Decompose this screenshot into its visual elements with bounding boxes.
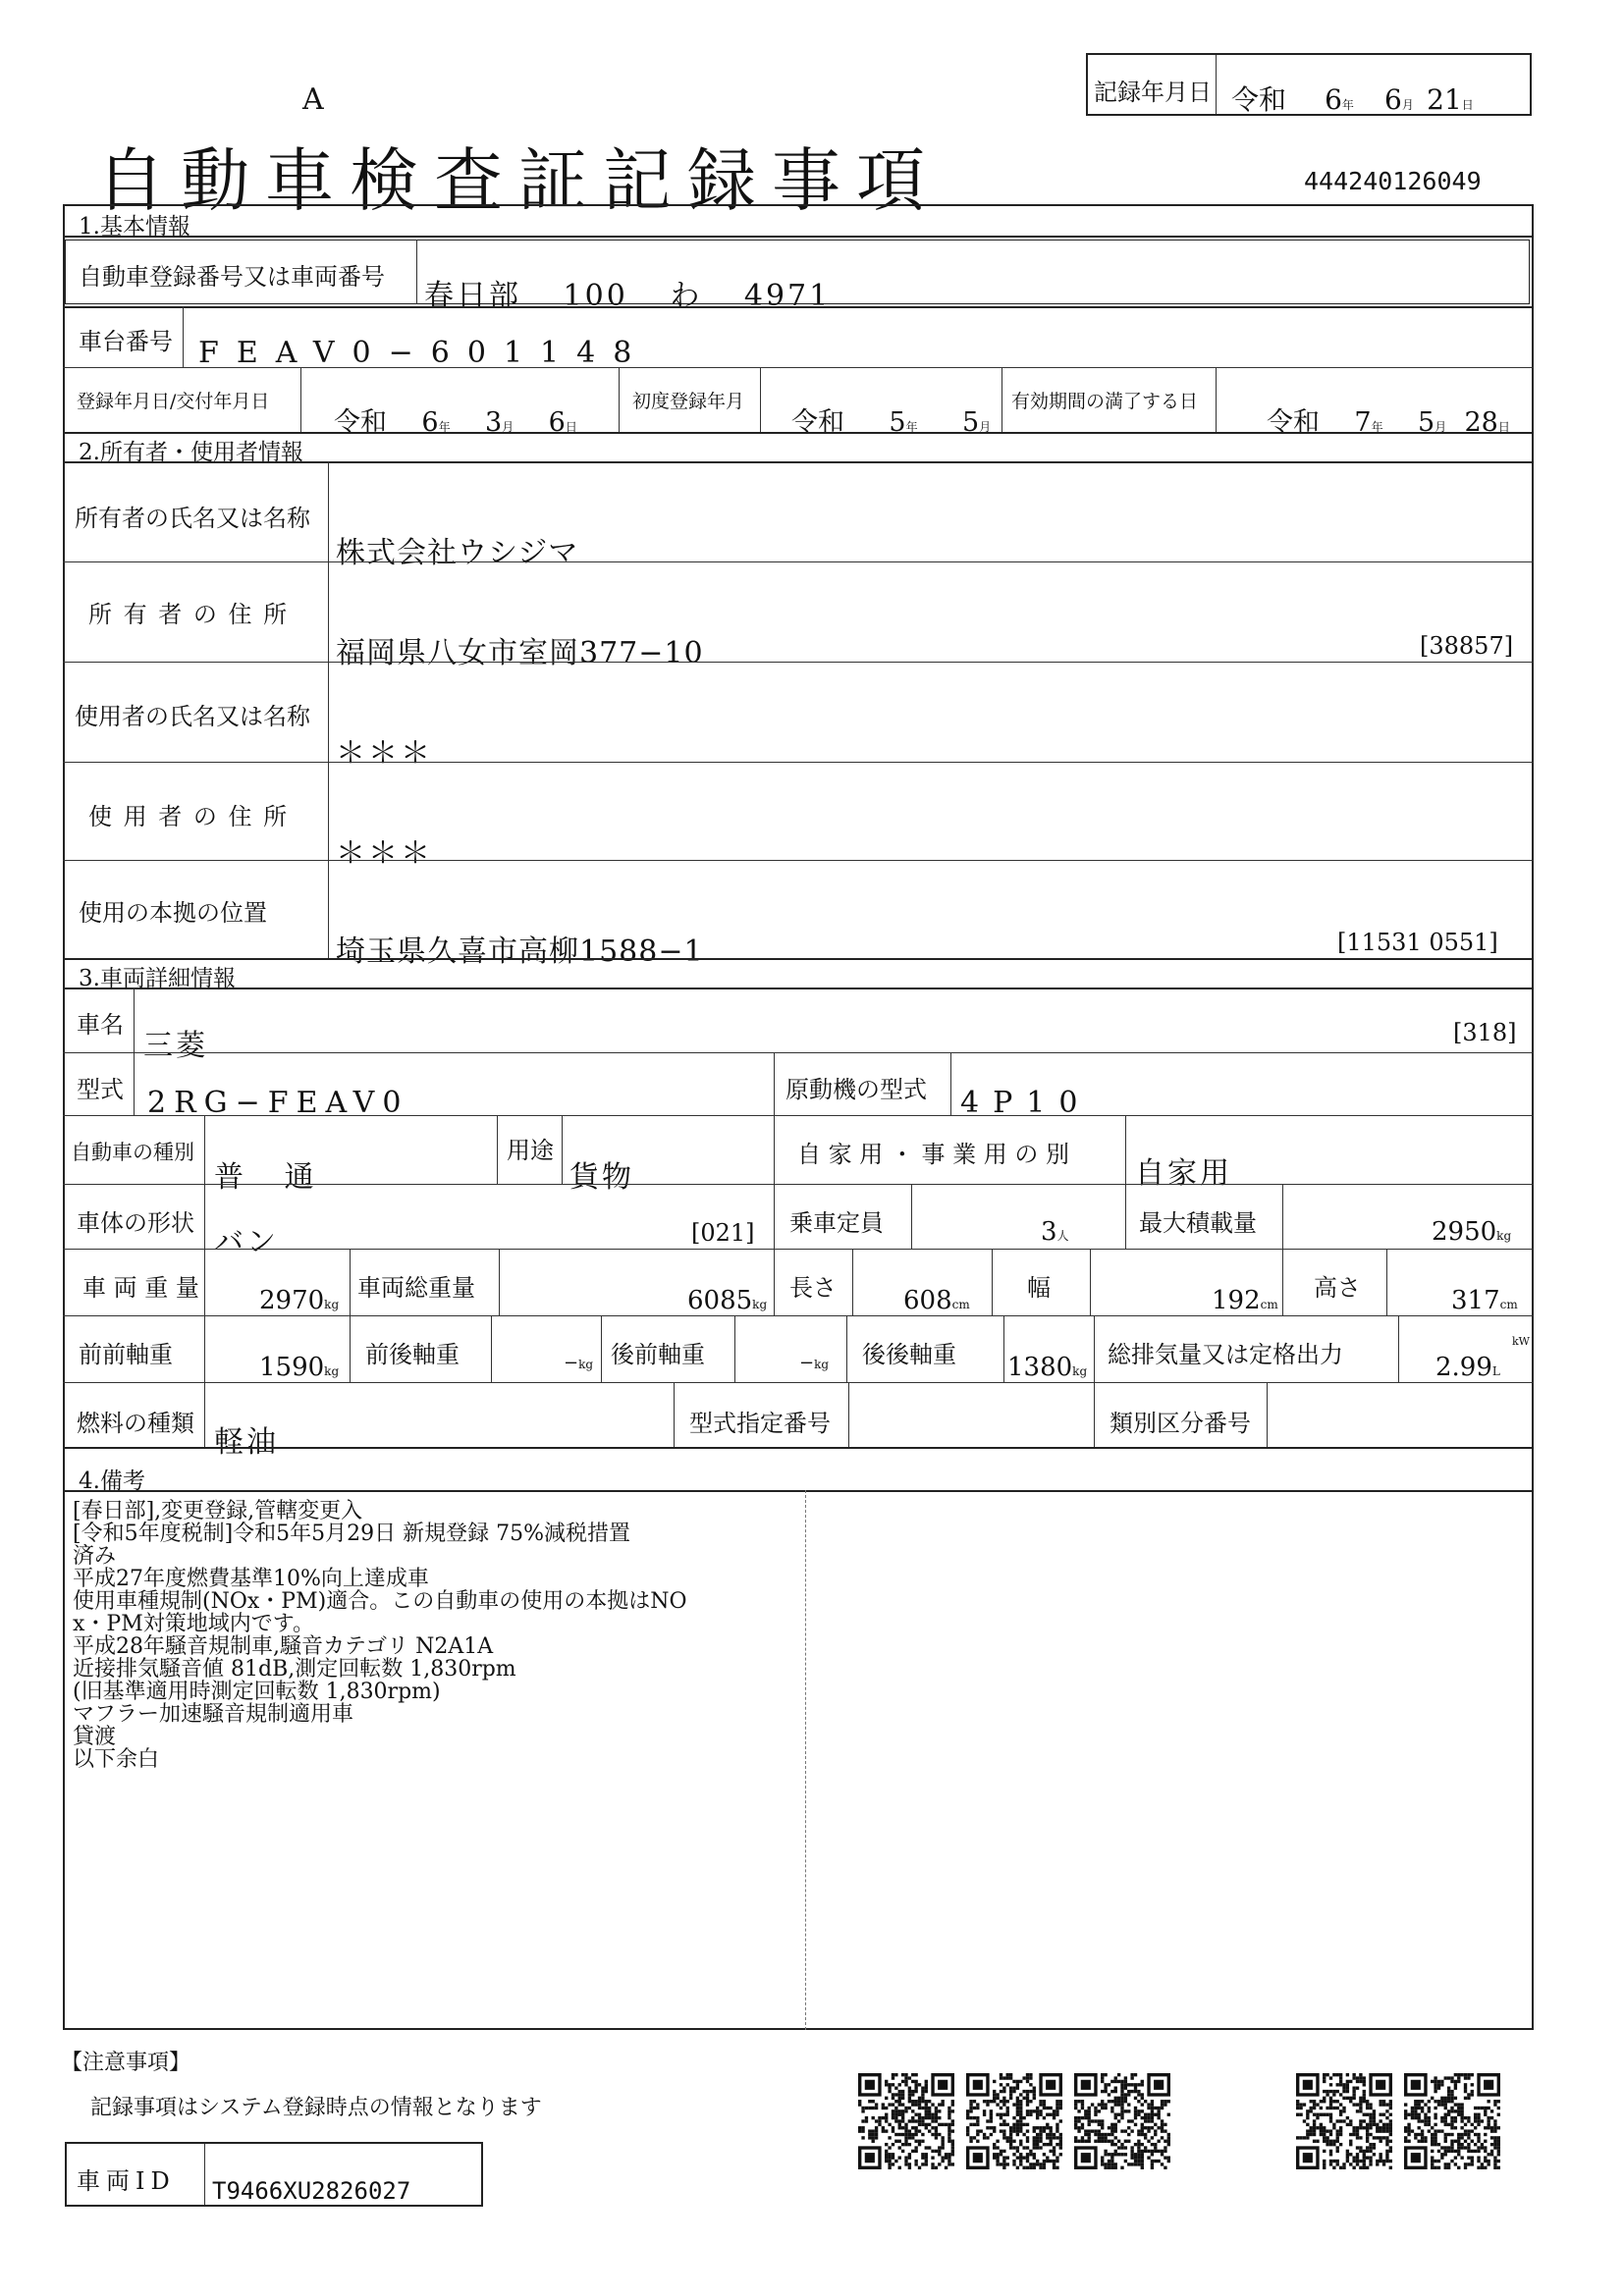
section-owner-title: 2.所有者・使用者情報 <box>79 440 303 465</box>
class-number-label: 類別区分番号 <box>1110 1410 1251 1437</box>
base-location-code: [11531 0551] <box>1337 929 1498 956</box>
owner-address-value: 福岡県八女市室岡377−10 <box>336 636 704 670</box>
page-title: 自動車検査証記録事項 <box>96 140 941 221</box>
qr-code-4 <box>1296 2073 1392 2169</box>
fuel-type-value: 軽油 <box>214 1425 279 1460</box>
reg-date-label: 登録年月日/交付年月日 <box>77 391 270 412</box>
rear-front-axle-label: 後前軸重 <box>611 1341 705 1368</box>
user-name-value: ＊＊＊ <box>336 736 433 771</box>
remark-line: マフラー加速騒音規制適用車 <box>73 1702 354 1727</box>
remark-line: 以下余白 <box>73 1747 160 1772</box>
form-letter: A <box>302 82 324 117</box>
reg-number-label: 自動車登録番号又は車両番号 <box>79 263 385 291</box>
displacement-label: 総排気量又は定格出力 <box>1108 1341 1343 1368</box>
body-shape-value: バン <box>214 1225 279 1259</box>
length-value: 608cm <box>903 1286 970 1315</box>
chassis-label: 車台番号 <box>79 328 173 355</box>
type-approval-label: 型式指定番号 <box>689 1410 831 1437</box>
expiry-label: 有効期間の満了する日 <box>1011 391 1199 412</box>
vehicle-weight-label: 車 両 重 量 <box>82 1274 199 1302</box>
engine-model-value: 4P10 <box>960 1086 1092 1120</box>
fuel-type-label: 燃料の種類 <box>77 1410 194 1437</box>
model-value: 2RG−FEAV0 <box>147 1086 409 1120</box>
reg-date-value: 令和 6年 3月 6日 <box>334 407 577 438</box>
remark-line: [令和5年度税制]令和5年5月29日 新規登録 75%減税措置 <box>73 1522 631 1546</box>
rear-rear-axle-label: 後後軸重 <box>862 1341 956 1368</box>
make-label: 車名 <box>77 1011 124 1039</box>
remark-line: 平成27年度燃費基準10%向上達成車 <box>73 1567 429 1591</box>
remark-line: (旧基準適用時測定回転数 1,830rpm) <box>73 1680 441 1704</box>
remark-line: [春日部],変更登録,管轄変更入 <box>73 1499 363 1523</box>
user-address-value: ＊＊＊ <box>336 836 433 871</box>
owner-address-code: [38857] <box>1420 632 1514 660</box>
gross-weight-value: 6085kg <box>687 1286 768 1315</box>
notice-text: 記録事項はシステム登録時点の情報となります <box>90 2096 542 2120</box>
capacity-label: 乗車定員 <box>789 1209 884 1237</box>
gross-weight-label: 車両総重量 <box>357 1274 475 1302</box>
qr-code-1 <box>858 2073 954 2169</box>
height-label: 高さ <box>1314 1274 1361 1302</box>
remarks-divider <box>805 1490 806 2030</box>
width-label: 幅 <box>1027 1274 1051 1302</box>
record-date-label: 記録年月日 <box>1094 79 1212 106</box>
owner-name-value: 株式会社ウシジマ <box>336 536 579 570</box>
make-value: 三菱 <box>143 1029 208 1063</box>
vehicle-id-value: T9466XU2826027 <box>212 2177 411 2205</box>
length-label: 長さ <box>789 1274 837 1302</box>
first-reg-value: 令和 5年 5月 <box>791 407 992 438</box>
expiry-value: 令和 7年 5月 28日 <box>1267 407 1510 438</box>
private-business-value: 自家用 <box>1135 1156 1232 1191</box>
owner-name-label: 所有者の氏名又は名称 <box>75 505 310 532</box>
rear-rear-axle-value: 1380kg <box>1007 1353 1088 1382</box>
displacement-unit-kw: kW <box>1512 1335 1530 1348</box>
max-load-label: 最大積載量 <box>1139 1209 1257 1237</box>
remark-line: 平成28年騒音規制車,騒音カテゴリ N2A1A <box>73 1634 494 1659</box>
remark-line: x・PM対策地域内です。 <box>73 1612 314 1636</box>
record-date-value: 令和 6年 6月 21日 <box>1231 83 1474 116</box>
capacity-value: 3人 <box>1041 1217 1069 1247</box>
front-front-axle-label: 前前軸重 <box>79 1341 173 1368</box>
remark-line: 済み <box>73 1544 117 1569</box>
front-rear-axle-value: −kg <box>564 1353 594 1373</box>
use-label: 用途 <box>507 1137 554 1164</box>
rear-front-axle-value: −kg <box>799 1353 830 1373</box>
displacement-value: 2.99L <box>1435 1353 1500 1382</box>
private-business-label: 自 家 用 ・ 事 業 用 の 別 <box>797 1141 1070 1168</box>
remarks-text <box>73 1500 799 1771</box>
document-number: 444240126049 <box>1304 167 1482 195</box>
vehicle-id-label: 車両ID <box>77 2167 176 2195</box>
use-value: 貨物 <box>569 1160 634 1195</box>
chassis-value: FEAV0−601148 <box>198 336 650 370</box>
section-vehicle-title: 3.車両詳細情報 <box>79 966 236 991</box>
remark-line: 使用車種規制(NOx・PM)適合。この自動車の使用の本拠はNO <box>73 1589 687 1614</box>
first-reg-label: 初度登録年月 <box>632 391 745 412</box>
vehicle-type-value: 普 通 <box>214 1160 317 1195</box>
qr-code-5 <box>1404 2073 1500 2169</box>
body-shape-code: [021] <box>691 1219 755 1247</box>
owner-address-label: 所 有 者 の 住 所 <box>88 601 290 628</box>
user-address-label: 使 用 者 の 住 所 <box>88 803 290 830</box>
remark-line: 近接排気騒音値 81dB,測定回転数 1,830rpm <box>73 1657 516 1682</box>
remark-line: 貸渡 <box>73 1725 117 1749</box>
max-load-value: 2950kg <box>1432 1217 1512 1247</box>
front-front-axle-value: 1590kg <box>259 1353 340 1382</box>
make-code: [318] <box>1453 1019 1517 1046</box>
qr-code-2 <box>966 2073 1062 2169</box>
vehicle-type-label: 自動車の種別 <box>71 1141 194 1164</box>
notice-title: 【注意事項】 <box>61 2051 191 2075</box>
body-shape-label: 車体の形状 <box>77 1209 194 1237</box>
section-basic-title: 1.基本情報 <box>79 214 190 240</box>
height-value: 317cm <box>1451 1286 1518 1315</box>
section-remarks-title: 4.備考 <box>79 1468 145 1494</box>
engine-model-label: 原動機の型式 <box>785 1076 927 1103</box>
reg-number-value: 春日部 100 わ 4971 <box>424 279 832 313</box>
qr-code-3 <box>1074 2073 1170 2169</box>
width-value: 192cm <box>1212 1286 1278 1315</box>
base-location-value: 埼玉県久喜市高柳1588−1 <box>336 934 704 969</box>
user-name-label: 使用者の氏名又は名称 <box>75 703 310 730</box>
front-rear-axle-label: 前後軸重 <box>365 1341 460 1368</box>
model-label: 型式 <box>77 1076 124 1103</box>
vehicle-weight-value: 2970kg <box>259 1286 340 1315</box>
base-location-label: 使用の本拠の位置 <box>79 899 267 927</box>
